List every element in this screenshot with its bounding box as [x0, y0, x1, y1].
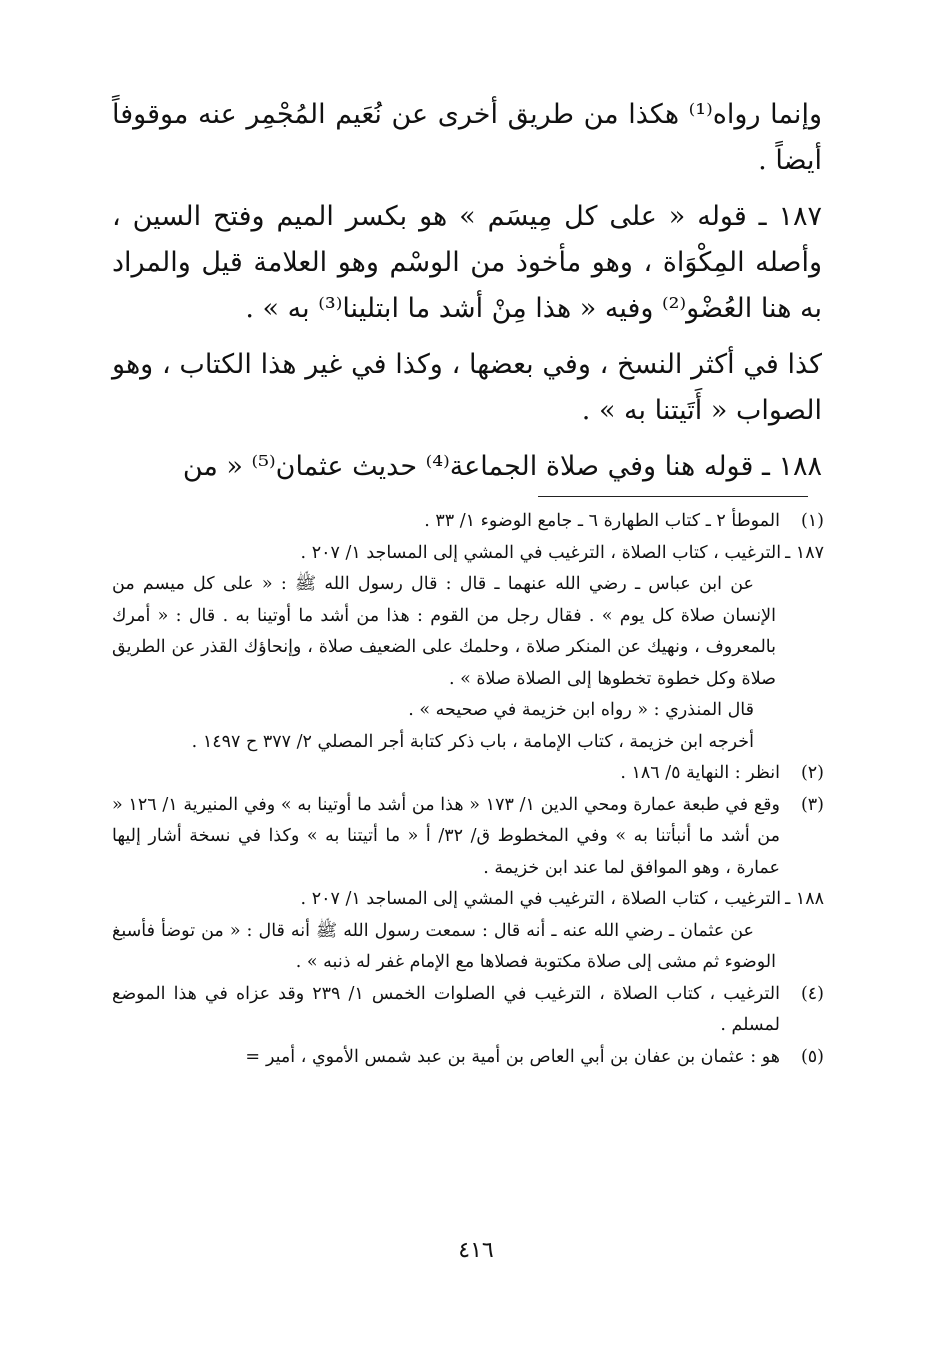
footnote-label: (٢)	[800, 763, 824, 783]
footnote-187-khuzaymah: أخرجه ابن خزيمة ، كتاب الإمامة ، باب ذكر كتابة أجر المصلي ٢/ ٣٧٧ ح ١٤٩٧ .	[191, 731, 754, 752]
main-paragraph-188: ١٨٨ ـ قوله هنا وفي صلاة الجماعة⁽⁴⁾ حديث عثمان⁽⁵⁾ « من	[182, 451, 822, 482]
footnote-label: ١٨٨ ـ	[785, 889, 824, 909]
footnote-4	[112, 979, 824, 1042]
footnote-188-quote: عن عثمان ـ رضي الله عنه ـ أنه قال : سمعت رسول الله ﷺ أنه قال : « من توضأ فأسبغ الوضوء ثم مشى إلى صلاة مكتوبة فصلاها مع الإمام غفر له ذنبه » .	[112, 920, 776, 972]
footnote-3	[112, 790, 824, 885]
footnote-187-quote: عن ابن عباس ـ رضي الله عنهما ـ قال : قال رسول الله ﷺ : « على كل ميسم من الإنسان صلاة كل يوم » . فقال رجل من القوم : هذا من أشد ما أوتينا به . قال : « أمرك بالمعروف ، ونهيك عن المنكر صلاة ، وحلمك على الضعيف صلاة ، وإنحاؤك القذر عن الطريق صلاة وكل خطوة تخطوها إلى الصلاة صلاة » .	[112, 574, 776, 689]
footnote-label: ١٨٧ ـ	[785, 542, 824, 563]
footnotes	[112, 506, 824, 1073]
footnote-text: الترغيب ، كتاب الصلاة ، الترغيب في الصلوات الخمس ١/ ٢٣٩ وقد عزاه في هذا الموضع لمسلم .	[112, 983, 780, 1035]
main-paragraph-1: وإنما رواه⁽¹⁾ هكذا من طريق أخرى عن نُعَيم المُجْمِر عنه موقوفاً أيضاً .	[112, 99, 822, 176]
footnote-text: انظر : النهاية ٥/ ١٨٦ .	[620, 763, 780, 783]
footnote-text: الموطأ ٢ ـ كتاب الطهارة ٦ ـ جامع الوضوء ١/ ٣٣ .	[424, 511, 780, 531]
footnote-187-mundhiri: قال المنذري : « رواه ابن خزيمة في صحيحه » .	[408, 700, 754, 720]
footnote-188	[112, 884, 824, 916]
footnote-label: (١)	[800, 511, 824, 531]
footnote-187	[112, 538, 824, 570]
footnote-5	[112, 1042, 824, 1074]
footnote-2	[112, 758, 824, 790]
footnote-text: الترغيب ، كتاب الصلاة ، الترغيب في المشي إلى المساجد ١/ ٢٠٧ .	[300, 889, 782, 909]
footnote-label: (٤)	[800, 983, 824, 1004]
main-text	[112, 92, 822, 490]
footnote-label: (٥)	[800, 1046, 824, 1067]
main-paragraph-3: كذا في أكثر النسخ ، وفي بعضها ، وكذا في غير هذا الكتاب ، وهو الصواب « أَتَيتنا به » .	[112, 349, 822, 426]
main-paragraph-187: ١٨٧ ـ قوله « على كل مِيسَم » هو بكسر الميم وفتح السين ، وأصله المِكْوَاة ، وهو مأخوذ من الوسْم وهو العلامة قيل والمراد به هنا العُضْو⁽²⁾ وفيه « هذا مِنْ أشد ما ابتلينا⁽³⁾ به » .	[112, 201, 822, 324]
footnote-text: الترغيب ، كتاب الصلاة ، الترغيب في المشي إلى المساجد ١/ ٢٠٧ .	[300, 542, 782, 563]
page-number: ٤١٦	[458, 1238, 494, 1263]
continuation-mark: =	[245, 1046, 260, 1067]
footnote-divider	[538, 496, 808, 497]
footnote-1	[112, 506, 824, 538]
footnote-text: وقع في طبعة عمارة ومحي الدين ١/ ١٧٣ « هذا من أشد ما أوتينا به » وفي المنيرية ١/ ١٢٦ « من أشد ما أنبأتنا به » وفي المخطوط ق/ ٣٢/ أ « ما أتيتنا به » وكذا في نسخة أشار إليها عمارة ، وهو الموافق لما عند ابن خزيمة .	[112, 794, 781, 878]
footnote-text	[112, 1042, 780, 1074]
footnote-5-text: هو : عثمان بن عفان بن أبي العاص بن أمية بن عبد شمس الأموي ، أمير	[266, 1046, 780, 1067]
footnote-label: (٣)	[800, 794, 824, 815]
